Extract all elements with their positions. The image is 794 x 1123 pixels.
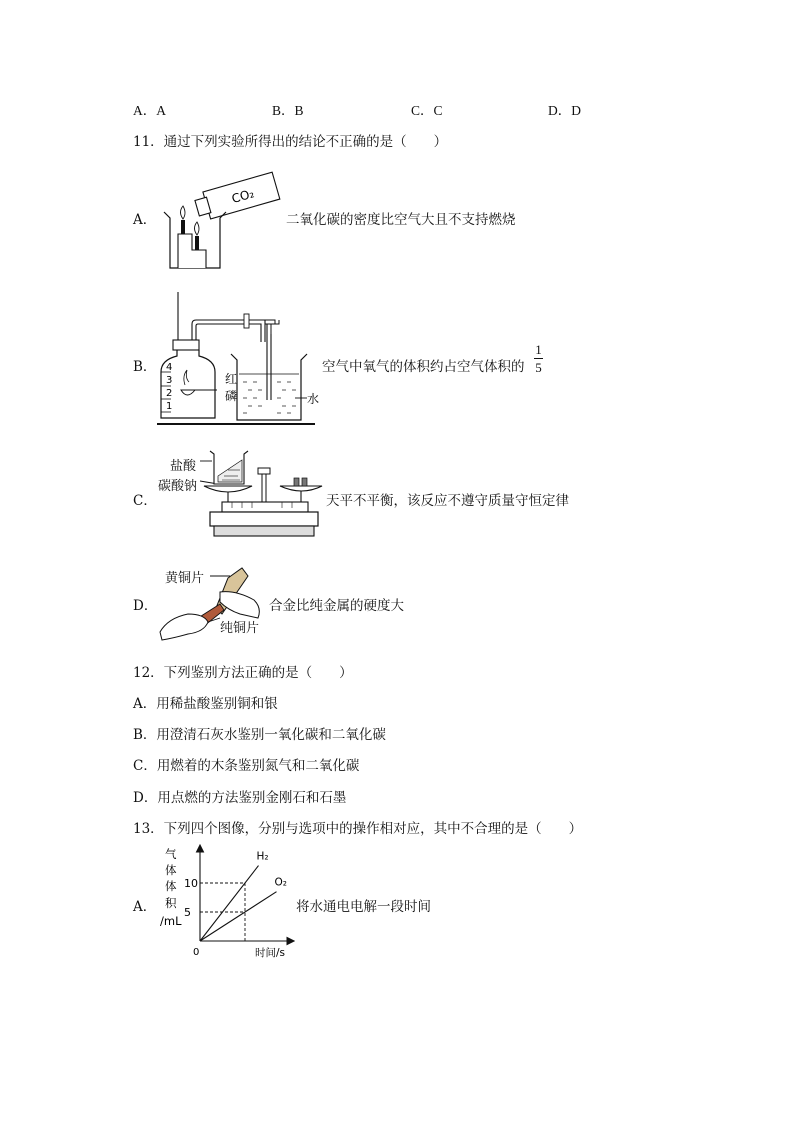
red-phosphorus-label-1: 红 (225, 372, 238, 386)
option-a: A．A (133, 103, 166, 118)
series-label-h2: H₂ (256, 850, 269, 863)
candle-high (181, 220, 185, 234)
option-d: D．D (548, 103, 581, 118)
svg-text:2: 2 (166, 388, 173, 399)
pure-copper-label: 纯铜片 (220, 621, 260, 636)
candle-low (195, 236, 199, 250)
x-axis-label: 时间/s (255, 947, 286, 959)
q11-d-letter: D． (133, 598, 158, 614)
series-line-h2 (200, 866, 259, 941)
q11-c-letter: C． (133, 493, 157, 509)
sodium-carbonate-label: 碳酸钠 (158, 479, 198, 494)
burning-spoon (181, 390, 195, 395)
ylabel-unit: /mL (160, 914, 182, 928)
q12-option-c: C．用燃着的木条鉴别氮气和二氧化碳 (133, 758, 360, 774)
electrolysis-chart (155, 838, 295, 963)
option-b: B．B (272, 103, 304, 118)
q11-b-text: 空气中氧气的体积约占空气体积的 (322, 359, 525, 375)
q11-stem: 11．通过下列实验所得出的结论不正确的是（ ） (133, 134, 448, 150)
ylabel-char-1: 气 (165, 847, 177, 861)
water-beaker (231, 354, 307, 420)
y-axis-label (160, 847, 182, 928)
right-hand (220, 592, 259, 618)
series-line-o2 (200, 892, 277, 941)
hydrochloric-acid-label: 盐酸 (170, 459, 197, 474)
co2-pouring-figure (160, 168, 285, 273)
left-hand (160, 614, 208, 640)
option-c: C．C (411, 103, 443, 118)
y-tick-label-10: 10 (184, 877, 198, 890)
q11-c-text: 天平不平衡，该反应不遵守质量守恒定律 (326, 493, 569, 509)
q13-stem: 13．下列四个图像，分别与选项中的操作相对应，其中不合理的是（ ） (133, 821, 583, 837)
scratch-test-figure (158, 562, 268, 644)
svg-text:3: 3 (166, 375, 173, 386)
q13-a-text: 将水通电电解一段时间 (296, 899, 431, 915)
origin-label: 0 (193, 947, 200, 958)
phosphorus-combustion-figure (155, 290, 320, 430)
balance-figure (198, 446, 323, 541)
q13-a-letter: A． (133, 899, 157, 915)
co2-label: CO₂ (230, 186, 256, 206)
ylabel-char-2: 体 (165, 863, 177, 877)
red-phosphorus-label-2: 磷 (225, 389, 238, 403)
ylabel-char-3: 体 (165, 879, 177, 893)
fraction-one-fifth: 1 5 (535, 342, 542, 375)
q12-option-b: B．用澄清石灰水鉴别一氧化碳和二氧化碳 (133, 727, 386, 743)
q12-option-d: D．用点燃的方法鉴别金刚石和石墨 (133, 790, 347, 806)
q11-d-text: 合金比纯金属的硬度大 (269, 598, 404, 614)
svg-text:4: 4 (166, 362, 173, 373)
q12-option-a: A．用稀盐酸鉴别铜和银 (133, 696, 278, 712)
brass-label: 黄铜片 (165, 571, 205, 586)
q12-stem: 12．下列鉴别方法正确的是（ ） (133, 665, 353, 681)
water-label: 水 (307, 392, 320, 406)
weight-1 (294, 478, 299, 486)
q11-a-letter: A． (133, 212, 157, 228)
weight-2 (302, 478, 307, 486)
q11-b-letter: B． (133, 359, 157, 375)
ylabel-char-4: 积 (165, 896, 177, 910)
series-label-o2: O₂ (274, 876, 287, 889)
svg-text:1: 1 (166, 401, 173, 412)
q11-a-text: 二氧化碳的密度比空气大且不支持燃烧 (286, 212, 516, 228)
y-tick-label-5: 5 (184, 906, 191, 919)
